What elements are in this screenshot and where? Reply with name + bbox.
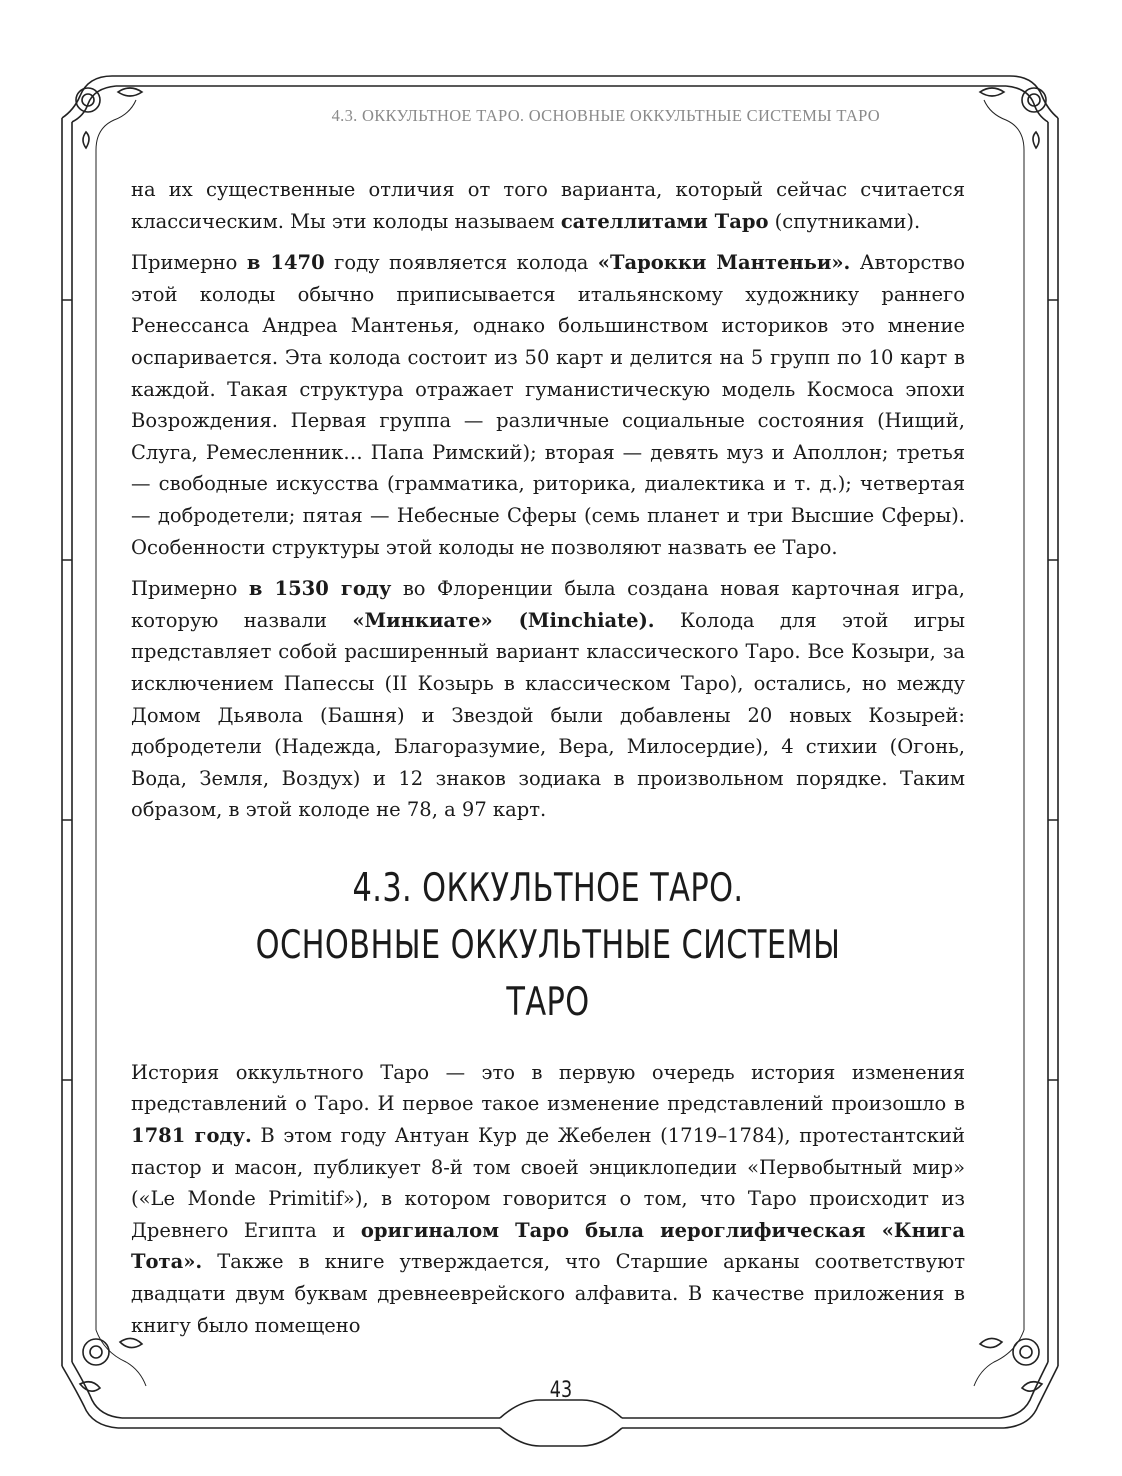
running-head: 4.3. ОККУЛЬТНОЕ ТАРО. ОСНОВНЫЕ ОККУЛЬТНЫЕ СИСТЕМЫ ТАРО <box>331 106 880 125</box>
page-number: 43 <box>549 1378 573 1403</box>
section-heading-line-2: ОСНОВНЫЕ ОККУЛЬТНЫЕ СИСТЕМЫ ТАРО <box>255 922 841 1025</box>
paragraph-mantegna: Примерно в 1470 году появляется колода «Тарокки Мантеньи». Авторство этой колоды обычно приписывается итальянскому художнику раннего Ренессанса Андреа Мантенья, однако большинством историков это мнение оспаривается. Эта колода состоит из 50 карт и делится на 5 групп по 10 карт в каждой. Такая структура отражает гуманистическую модель Космоса эпохи Возрождения. Первая группа — различные социальные состояния (Нищий, Слуга, Ремесленник… Папа Римский); вторая — девять муз и Аполлон; третья — свободные искусства (грамматика, риторика, диалектика и т. д.); четвертая — добродетели; пятая — Небесные Сферы (семь планет и три Высшие Сферы). Особенности структуры этой колоды не позволяют назвать ее Таро. <box>131 251 965 559</box>
section-heading-line-1: 4.3. ОККУЛЬТНОЕ ТАРО. <box>352 865 744 911</box>
paragraph-minchiate: Примерно в 1530 году во Флоренции была создана новая карточная игра, которую назвали «Минкиате» (Minchiate). Колода для этой игры представляет собой расширенный вариант классического Таро. Все Козыри, за исключением Папессы (II Козырь в классическом Таро), остались, но между Домом Дьявола (Башня) и Звездой были добавлены 20 новых Козырей: добродетели (Надежда, Благоразумие, Вера, Милосердие), 4 стихии (Огонь, Вода, Земля, Воздух) и 12 знаков зодиака в произвольном порядке. Таким образом, в этой колоде не 78, а 97 карт. <box>131 577 965 822</box>
paragraph-occult-history: История оккультного Таро — это в первую очередь история изменения представлений о Таро. И первое такое изменение представлений произошло в 1781 году. В этом году Антуан Кур де Жебелен (1719–1784), протестантский пастор и масон, публикует 8-й том своей энциклопедии «Первобытный мир» («Le Monde Primitif»), в котором говорится о том, что Таро происходит из Древнего Египта и оригиналом Таро была иероглифическая «Книга Тота». Также в книге утверждается, что Старшие арканы соответствуют двадцати двум буквам древнееврейского алфавита. В качестве приложения в книгу было помещено <box>131 1060 965 1337</box>
section-heading <box>223 860 874 1031</box>
page-body <box>131 174 965 1341</box>
paragraph-satellites: на их существенные отличия от того варианта, который сейчас считается классическим. Мы эти колоды называем сателлитами Таро (спутниками). <box>131 178 965 233</box>
